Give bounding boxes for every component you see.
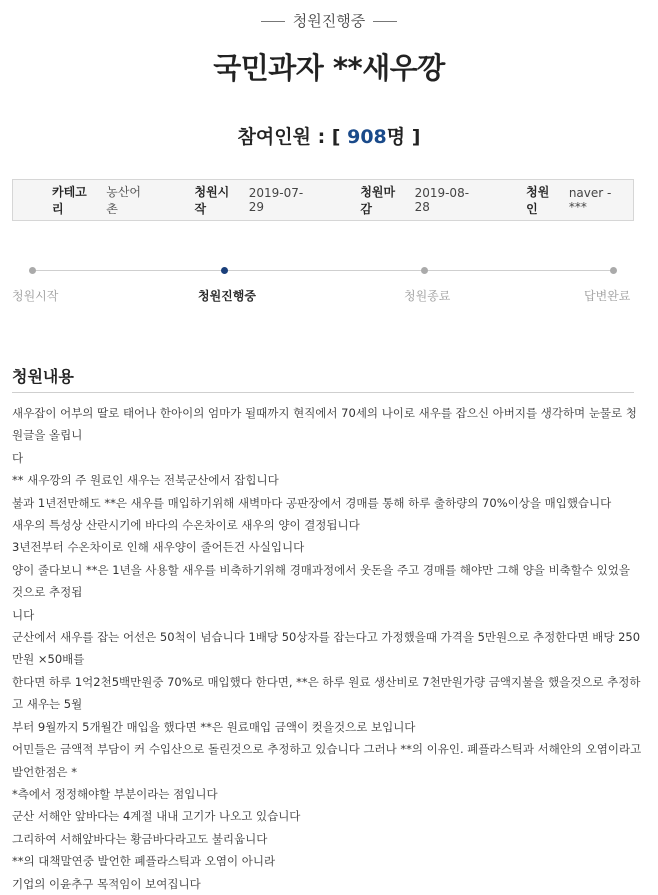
status-dash-right [373,21,397,22]
body-line: 불과 1년전만해도 **은 새우를 매입하기위해 새벽마다 공판장에서 경매를 통해 하루 출하량의 70%이상을 매입했습니다 [12,495,612,510]
petitioner-value: naver - *** [568,186,612,214]
body-line: 니다 [12,607,35,622]
body-line: 군산에서 새우를 잡는 어선은 50척이 넘습니다 1배당 50상자를 잡는다고 가정했을때 가격을 5만원으로 추정한다면 배당 250만원 ×50배를 [12,630,641,667]
info-end-date [360,183,484,217]
body-line: 기업의 이윤추구 목적임이 보여집니다 [12,876,201,891]
step-label-answered: 답변완료 [584,289,631,303]
category-label: 카테고리 [52,185,87,216]
body-line: *측에서 정정해야할 부분이라는 점입니다 [12,786,218,801]
petition-body [12,402,644,895]
info-petitioner [526,183,633,217]
petition-info-box [12,179,634,221]
progress-dot-start [29,267,36,274]
participants-label: 참여인원 : [ [237,126,341,148]
info-category [52,183,153,217]
status-label: 청원진행중 [292,12,366,30]
progress-dot-closed [421,267,428,274]
petitioner-label: 청원인 [526,185,550,216]
step-label-closed: 청원종료 [404,289,451,303]
body-line: 새우의 특성상 산란시기에 바다의 수온차이로 새우의 양이 결정됩니다 [12,518,360,533]
body-line: **의 대책말연중 발언한 폐플라스틱과 오염이 아니라 [12,854,276,869]
end-date-label: 청원마감 [360,185,396,216]
category-value: 농산어촌 [106,185,142,216]
participants-unit: 명 ] [386,126,421,148]
body-line: 한다면 하루 1억2천5백만원중 70%로 매입했다 한다면, **은 하루 원료 생산비로 7천만원가량 금액지불을 했을것으로 추정하고 새우는 5월 [12,674,641,712]
progress-dot-ongoing [221,267,228,274]
body-line: 그리하여 서해앞바다는 황금바다라고도 불리웁니다 [12,831,268,846]
body-line: ** 새우깡의 주 원료인 새우는 전북군산에서 잡힙니다 [12,473,279,488]
body-line: 군산 서해안 앞바다는 4계절 내내 고기가 나오고 있습니다 [12,809,301,824]
start-date-value: 2019-07-29 [248,186,304,214]
end-date-value: 2019-08-28 [414,186,470,214]
step-label-start: 청원시작 [12,289,59,303]
progress-track [32,270,614,271]
body-line: 어민들은 금액적 부담이 커 수입산으로 돌린것으로 추정하고 있습니다 그러나 **의 이유인. 폐플라스틱과 서해안의 오염이라고 발언한점은 * [12,742,642,779]
start-date-label: 청원시작 [194,185,230,216]
progress-dot-answered [610,267,617,274]
petition-title: 국민과자 **새우깡 [213,51,445,85]
body-line: 3년전부터 수온차이로 인해 새우양이 줄어든건 사실입니다 [12,540,305,555]
body-line: 부터 9월까지 5개월간 매입을 했다면 **은 원료매입 금액이 컷을것으로 보입니다 [12,719,416,734]
info-start-date [195,183,319,217]
body-line: 새우잡이 어부의 딸로 태어나 한아이의 엄마가 될때까지 현직에서 70세의 나이로 새우를 잡으신 아버지를 생각하며 눈물로 청원글을 올립니 [12,406,637,443]
content-divider [12,392,634,393]
body-line: 다 [12,450,24,465]
status-dash-left [261,21,285,22]
participants-counter [0,122,658,149]
participants-count: 908 [347,126,387,148]
body-line: 양이 줄다보니 **은 1년을 사용할 새우를 비축하기위해 경매과정에서 웃돈을 주고 경매를 해야만 그해 양을 비축할수 있었을 것으로 추정됩 [12,562,630,600]
step-label-ongoing: 청원진행중 [198,289,256,303]
petition-status [0,10,658,31]
content-heading: 청원내용 [12,367,74,386]
